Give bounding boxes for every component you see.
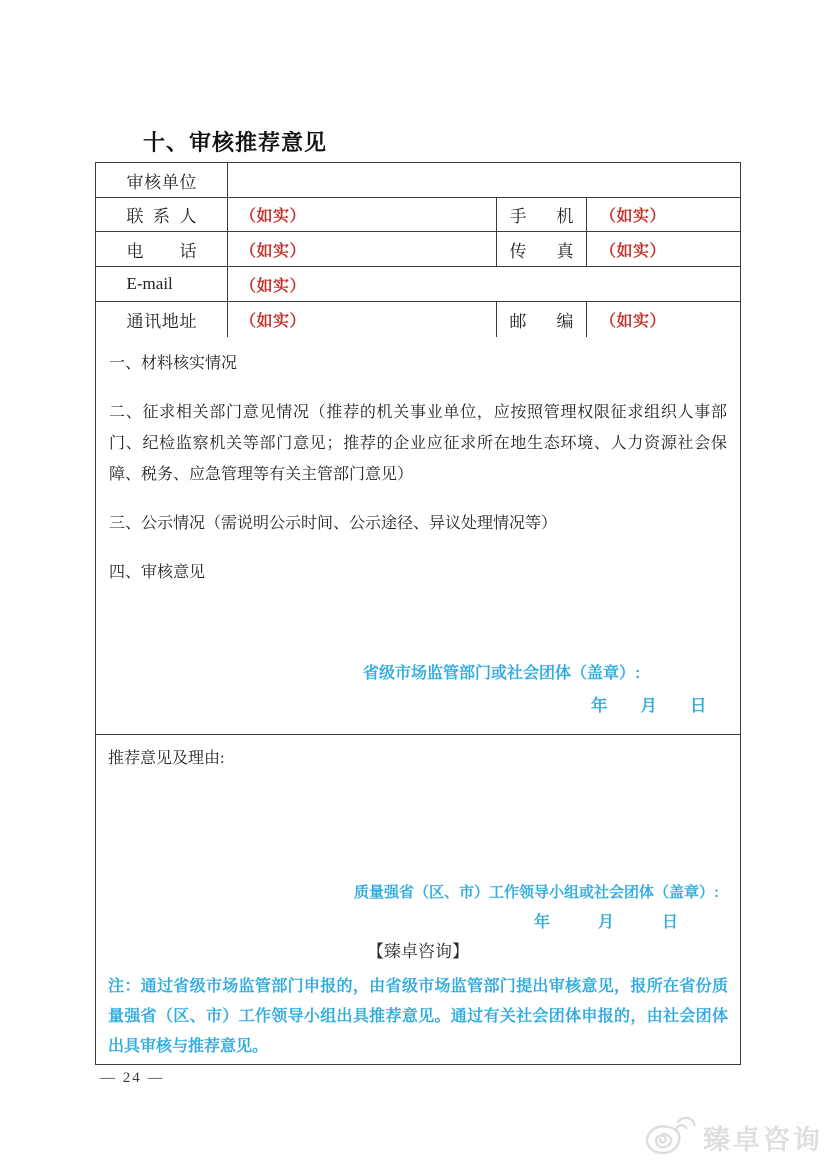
fax-label-cell [496,232,586,266]
review-item-publicity: 三、公示情况（需说明公示时间、公示途径、异议处理情况等） [109,515,558,532]
address-value: （如实） [240,313,307,330]
review-form-table [95,162,741,1065]
postcode-label-cell [496,302,586,337]
table-row-address [96,301,740,337]
review-opinion-cell [96,337,740,734]
mobile-label: 手机 [509,207,574,226]
mobile-value: （如实） [600,208,667,225]
page-title: 十、审核推荐意见 [143,130,328,155]
review-item-opinion: 四、审核意见 [109,564,206,581]
phone-value: （如实） [240,242,307,260]
review-unit-label: 审核单位 [126,172,197,192]
mobile-value-cell [586,198,740,231]
fax-value: （如实） [600,242,667,260]
review-item-consult-departments: 二、征求相关部门意见情况（推荐的机关事业单位，应按照管理权限征求组织人事部门、纪检监察机关等部门意见；推荐的企业应征求所在地生态环境、人力资源社会保障、税务、应急管理等有关主管部门意见） [109,404,727,483]
review-date-line: 年 月 日 [591,697,707,715]
watermark-text: 臻卓咨询 [703,1125,823,1155]
email-value: （如实） [240,277,307,295]
email-label-cell [96,267,227,301]
postcode-label: 邮编 [509,312,574,331]
page-number: — 24 — [100,1070,165,1086]
phone-label: 电话 [126,241,197,261]
weibo-logo-icon [643,1112,699,1163]
watermark [643,1112,823,1163]
address-label: 通讯地址 [126,312,197,331]
brand-note: 【臻卓咨询】 [367,942,469,961]
address-label-cell [96,302,227,337]
review-unit-label-cell [96,163,227,197]
table-row-phone [96,231,740,266]
address-value-cell [227,302,496,337]
postcode-value-cell [586,302,740,337]
fax-value-cell [586,232,740,266]
table-row-email [96,266,740,301]
review-stamp-line: 省级市场监管部门或社会团体（盖章）: [363,665,641,682]
contact-person-value: （如实） [240,208,307,225]
recommend-stamp-line: 质量强省（区、市）工作领导小组或社会团体（盖章）: [354,884,719,901]
fax-label: 传真 [509,241,574,261]
phone-label-cell [96,232,227,266]
contact-person-value-cell [227,198,496,231]
postcode-value: （如实） [600,313,667,330]
table-row-review-unit [96,163,740,197]
review-item-material: 一、材料核实情况 [109,355,238,372]
table-row-contact [96,197,740,231]
contact-person-label: 联系人 [126,207,197,226]
recommend-opinion-cell [96,734,740,1066]
review-unit-value-cell [227,163,740,197]
recommend-heading: 推荐意见及理由: [108,750,225,767]
recommend-date-line: 年 月 日 [534,914,679,931]
email-value-cell [227,267,740,301]
contact-label-cell [96,198,227,231]
email-label: E-mail [126,274,173,293]
phone-value-cell [227,232,496,266]
footnote-text: 注：通过省级市场监管部门申报的，由省级市场监管部门提出审核意见，报所在省份质量强省（区、市）工作领导小组出具推荐意见。通过有关社会团体申报的，由社会团体出具审核与推荐意见。 [108,978,728,1055]
mobile-label-cell [496,198,586,231]
